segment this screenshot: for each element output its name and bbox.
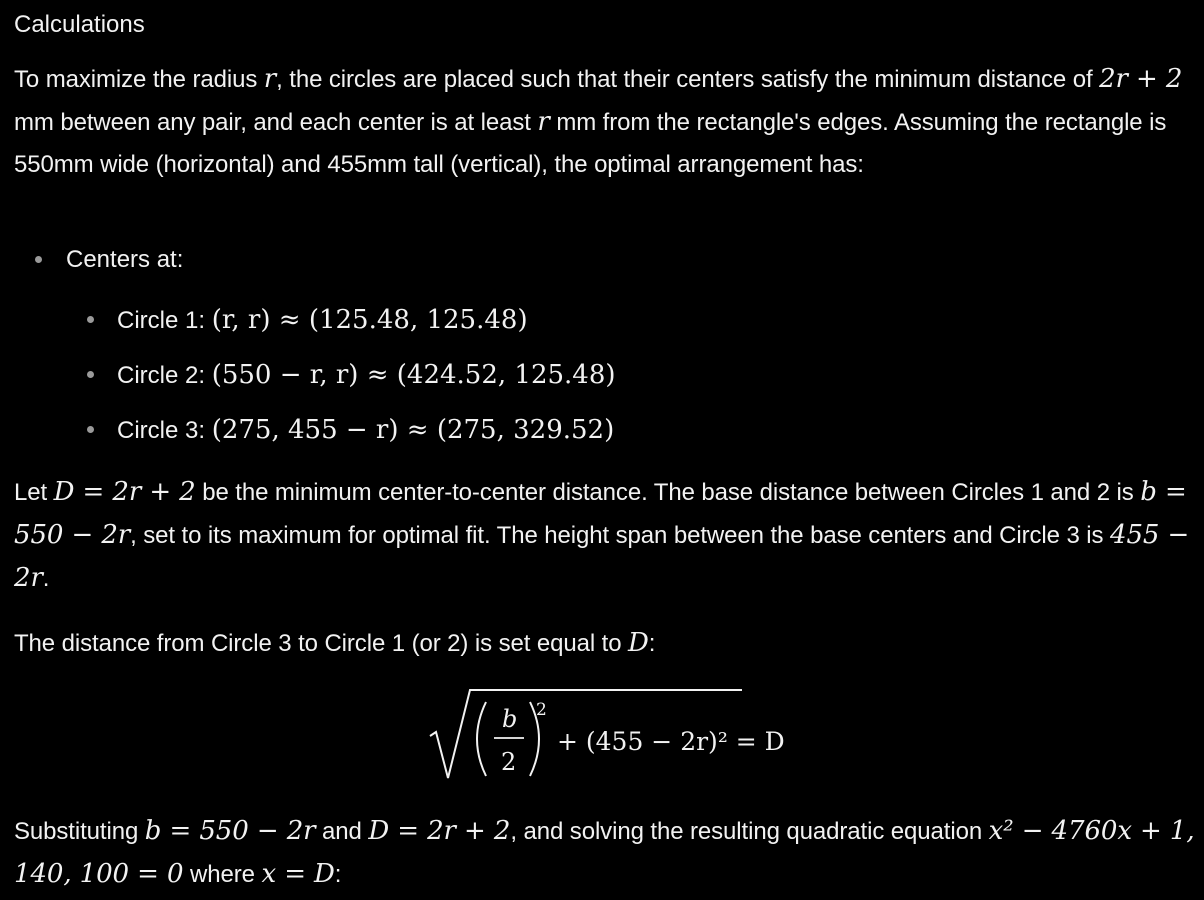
section-heading: Calculations bbox=[14, 11, 145, 38]
math-r: r bbox=[537, 107, 550, 137]
circle-center-math: (r, r) ≈ (125.48, 125.48) bbox=[211, 305, 528, 335]
distance-equation bbox=[424, 684, 824, 784]
definition-paragraph bbox=[14, 471, 1200, 600]
para3-text-2: : bbox=[648, 630, 656, 657]
para4-text-4: where bbox=[183, 861, 262, 888]
para4-text-2: and bbox=[315, 818, 369, 845]
equation-tail: + (455 − 2r)² = D bbox=[557, 727, 785, 756]
math-r: r bbox=[263, 64, 277, 94]
circle-center-math: (275, 455 − r) ≈ (275, 329.52) bbox=[211, 415, 615, 445]
para2-text-3: , set to its maximum for optimal fit. The height span between the base centers and Circle 3 is bbox=[130, 522, 1110, 549]
bullet-dot bbox=[87, 426, 94, 433]
bullet-dot bbox=[87, 316, 94, 323]
left-paren-icon bbox=[477, 702, 486, 776]
intro-text-3: mm between any pair, and each center is at least bbox=[14, 109, 538, 136]
math-d: D bbox=[628, 628, 649, 658]
para2-text-4: . bbox=[42, 565, 50, 592]
math-d-definition: D = 2r + 2 bbox=[53, 477, 196, 507]
circle-center-math: (550 − r, r) ≈ (424.52, 125.48) bbox=[211, 360, 616, 390]
math-quadratic: x² − 4760x + 1, 140, 100 = 0 bbox=[14, 816, 1195, 889]
para2-text-2: be the minimum center-to-center distance. The base distance between Circles 1 and 2 is bbox=[195, 479, 1141, 506]
math-d-sub: D = 2r + 2 bbox=[368, 816, 511, 846]
para3-text-1: The distance from Circle 3 to Circle 1 (or 2) is set equal to bbox=[14, 630, 629, 657]
intro-text-4: mm from the rectangle's edges. Assuming the rectangle is 550mm wide (horizontal) and 455mm tall (vertical), the optimal arrangement has: bbox=[14, 109, 1167, 178]
para4-text-3: , and solving the resulting quadratic equation bbox=[510, 818, 989, 845]
circle-label: Circle 1: bbox=[117, 307, 212, 334]
math-x-equals-d: x = D bbox=[261, 859, 335, 889]
outer-exponent: 2 bbox=[536, 700, 547, 720]
math-min-distance: 2r + 2 bbox=[1099, 64, 1183, 94]
para4-text-1: Substituting bbox=[14, 818, 145, 845]
intro-text-2: , the circles are placed such that their centers satisfy the minimum distance of bbox=[276, 66, 1100, 93]
para4-text-5: : bbox=[334, 861, 342, 888]
intro-text-1: To maximize the radius bbox=[14, 66, 264, 93]
math-height-span: 455 − 2r bbox=[14, 520, 1190, 593]
math-b-definition: b = 550 − 2r bbox=[14, 477, 1187, 550]
substitution-paragraph bbox=[14, 810, 1200, 896]
intro-paragraph bbox=[14, 58, 1200, 186]
fraction-numerator: b bbox=[502, 705, 518, 733]
circle-label: Circle 2: bbox=[117, 362, 212, 389]
para2-text-1: Let bbox=[14, 479, 54, 506]
bullet-dot bbox=[35, 256, 42, 263]
bullet-dot bbox=[87, 371, 94, 378]
math-b-sub: b = 550 − 2r bbox=[144, 816, 316, 846]
distance-paragraph bbox=[14, 622, 1200, 665]
fraction-denominator: 2 bbox=[501, 748, 517, 776]
centers-label: Centers at: bbox=[66, 246, 184, 273]
circle-label: Circle 3: bbox=[117, 417, 212, 444]
